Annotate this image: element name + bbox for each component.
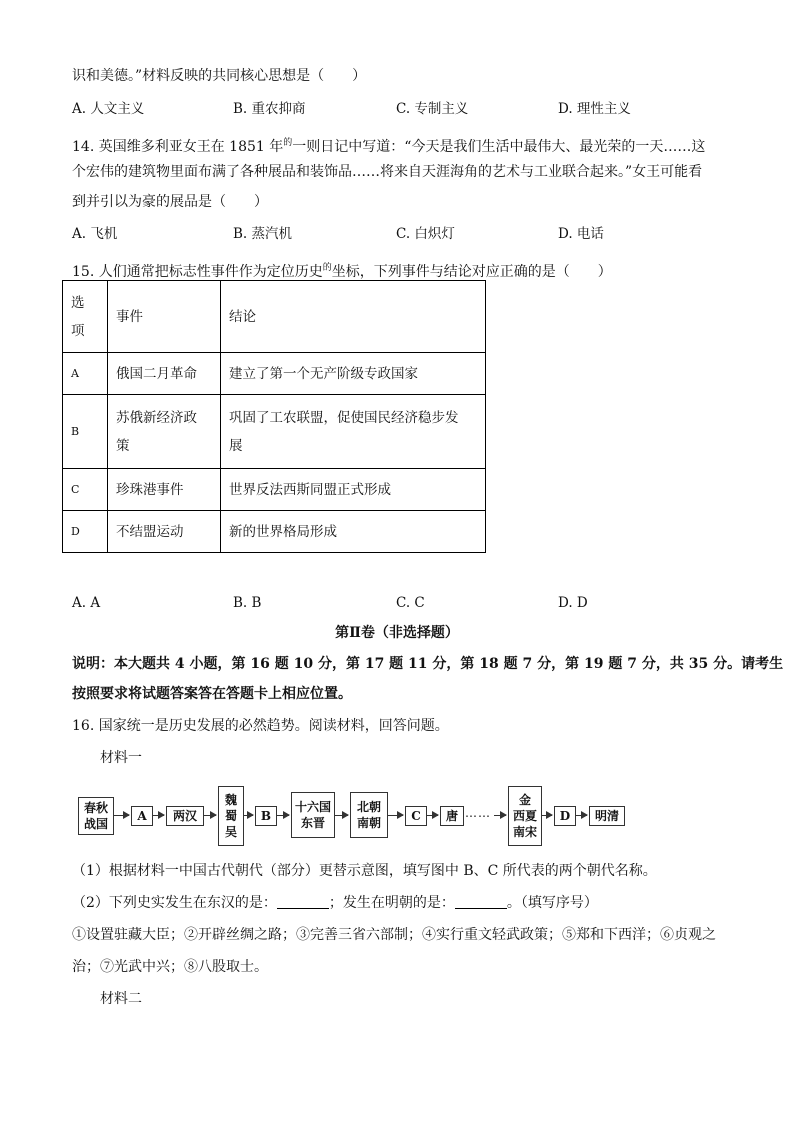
q15-stem: 15. 人们通常把标志性事件作为定位历史$^的$坐标，下列事件与结论对应正确的是（ ） xyxy=(72,263,612,280)
box-shiliuguo-dongjin: 十六国 东晋 xyxy=(291,792,335,838)
row-option: C xyxy=(63,469,108,511)
table-row xyxy=(63,469,486,511)
arrow-icon xyxy=(276,815,289,816)
arrow-icon xyxy=(387,815,403,816)
material2-label: 材料二 xyxy=(100,991,142,1007)
row-option: D xyxy=(63,511,108,553)
q14-stem-line1: 14. 英国维多利亚女王在 1851 年$^的$一则日记中写道：“今天是我们生活中最伟大、最光荣的一天……这 xyxy=(72,138,706,155)
box-tang: 唐 xyxy=(440,806,464,826)
header-option: 选 项 xyxy=(63,281,108,353)
row-event: 珍珠港事件 xyxy=(108,469,221,511)
part2-note-line2: 按照要求将试题答案答在答题卡上相应位置。 xyxy=(72,686,352,702)
box-beichao-nanchao: 北朝 南朝 xyxy=(350,792,388,838)
row-conclusion: 建立了第一个无产阶级专政国家 xyxy=(221,353,486,395)
arrow-icon xyxy=(541,815,552,816)
header-event: 事件 xyxy=(108,281,221,353)
q13-option-b: B. 重农抑商 xyxy=(233,101,306,117)
q14-option-c: C. 白炽灯 xyxy=(396,226,455,242)
arrow-icon xyxy=(152,815,164,816)
table-row xyxy=(63,395,486,469)
row-conclusion: 世界反法西斯同盟正式形成 xyxy=(221,469,486,511)
table-row xyxy=(63,353,486,395)
row-event: 俄国二月革命 xyxy=(108,353,221,395)
arrow-icon xyxy=(243,815,253,816)
arrow-icon xyxy=(426,815,438,816)
row-conclusion: 巩固了工农联盟，促使国民经济稳步发 展 xyxy=(221,395,486,469)
box-lianghan: 两汉 xyxy=(166,806,204,826)
q16-sub2: （2）下列史实发生在东汉的是： ；发生在明朝的是： 。（填写序号） xyxy=(72,895,598,911)
arrow-icon xyxy=(494,815,506,816)
box-d: D xyxy=(554,806,576,826)
q13-stem-tail: 识和美德。”材料反映的共同核心思想是（ ） xyxy=(72,68,367,84)
dynasty-flow-diagram xyxy=(78,786,638,844)
q15-option-c: C. C xyxy=(396,595,425,611)
box-a: A xyxy=(131,806,153,826)
box-jin-xixia-nansong: 金 西夏 南宋 xyxy=(508,786,542,846)
row-conclusion: 新的世界格局形成 xyxy=(221,511,486,553)
q15-option-b: B. B xyxy=(233,595,262,611)
table-row xyxy=(63,511,486,553)
arrow-icon xyxy=(575,815,587,816)
box-c: C xyxy=(405,806,427,826)
q13-option-a: A. 人文主义 xyxy=(72,101,145,117)
table-header-row xyxy=(63,281,486,353)
q14-option-a: A. 飞机 xyxy=(72,226,118,242)
answer-blank-ming[interactable] xyxy=(455,894,507,909)
q14-stem-line2: 个宏伟的建筑物里面布满了各种展品和装饰品……将来自天涯海角的艺术与工业联合起来。”女王可能看 xyxy=(72,164,703,180)
part2-title: 第Ⅱ卷（非选择题） xyxy=(335,625,459,641)
q14-option-d: D. 电话 xyxy=(558,226,604,242)
q15-option-d: D. D xyxy=(558,595,588,611)
q16-stem: 16. 国家统一是历史发展的必然趋势。阅读材料，回答问题。 xyxy=(72,718,449,734)
arrow-icon xyxy=(113,815,129,816)
arrow-icon xyxy=(334,815,348,816)
q13-option-c: C. 专制主义 xyxy=(396,101,469,117)
q15-table xyxy=(62,280,486,553)
row-event: 苏俄新经济政 策 xyxy=(108,395,221,469)
box-wei-shu-wu: 魏 蜀 吴 xyxy=(218,786,244,846)
q14-option-b: B. 蒸汽机 xyxy=(233,226,293,242)
part2-note-line1: 说明：本大题共 4 小题，第 16 题 10 分，第 17 题 11 分，第 18 题 7 分，第 19 题 7 分，共 35 分。请考生 xyxy=(72,656,784,672)
row-event: 不结盟运动 xyxy=(108,511,221,553)
box-chunqiu-zhanguo: 春秋 战国 xyxy=(78,797,114,835)
arrow-icon xyxy=(203,815,216,816)
box-mingqing: 明清 xyxy=(589,806,625,826)
q16-events-line1: ①设置驻藏大臣；②开辟丝绸之路；③完善三省六部制；④实行重文轻武政策；⑤郑和下西洋；⑥贞观之 xyxy=(72,927,716,943)
row-option: B xyxy=(63,395,108,469)
header-conclusion: 结论 xyxy=(221,281,486,353)
row-option: A xyxy=(63,353,108,395)
q16-events-line2: 治；⑦光武中兴；⑧八股取士。 xyxy=(72,959,268,975)
q15-option-a: A. A xyxy=(72,595,101,611)
answer-blank-donghan[interactable] xyxy=(277,894,329,909)
flow-ellipsis: …… xyxy=(465,806,491,820)
q14-stem-line3: 到并引以为豪的展品是（ ） xyxy=(72,194,268,210)
material1-label: 材料一 xyxy=(100,750,142,766)
box-b: B xyxy=(255,806,277,826)
q13-option-d: D. 理性主义 xyxy=(558,101,631,117)
q16-sub1: （1）根据材料一中国古代朝代（部分）更替示意图，填写图中 B、C 所代表的两个朝代名称。 xyxy=(72,863,657,879)
